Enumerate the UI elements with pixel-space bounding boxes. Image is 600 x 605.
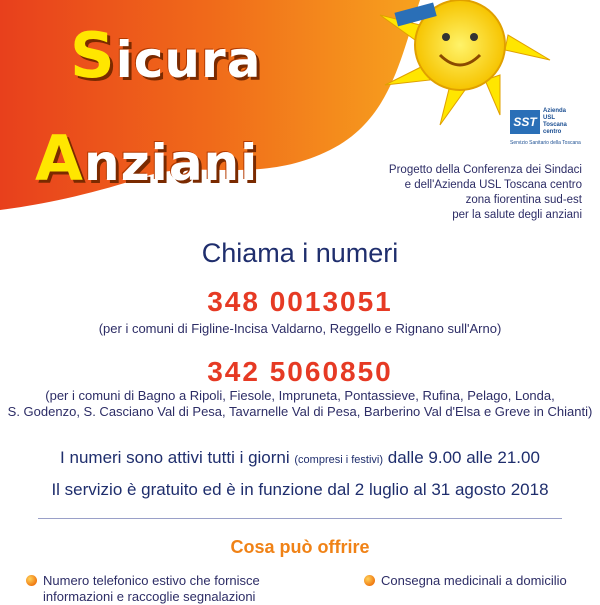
project-line: per la salute degli anziani [452,209,582,221]
call-heading: Chiama i numeri [201,238,399,268]
logo-line: centro [543,129,562,135]
offer-item [26,573,286,605]
phone-2-note-line: S. Godenzo, S. Casciano Val di Pesa, Tavarnelle Val di Pesa, Barberino Val d'Elsa e Greve in Chianti) [7,404,593,419]
logo-line: Azienda [543,108,567,114]
phone-1-note: (per i comuni di Figline-Incisa Valdarno, Reggello e Rignano sull'Arno) [98,321,502,336]
title-line-1: Sicura [70,19,262,92]
holidays-note: (compresi i festivi) [294,454,384,466]
usl-logo [510,104,580,140]
project-line: e dell'Azienda USL Toscana centro [404,179,582,191]
project-line: Progetto della Conferenza dei Sindaci [388,164,582,176]
bullet-icon [26,575,37,586]
hours-text: I numeri sono attivi tutti i giorni [60,448,290,467]
offer-item-text: Numero telefonico estivo che fornisce informazioni e raccoglie segnalazioni [43,573,260,604]
section-divider [38,518,562,519]
sst-logo-mark: SST [510,110,540,134]
logo-line: USL [543,115,555,121]
bullet-icon [364,575,375,586]
offer-heading: Cosa può offrire [230,537,370,557]
service-period-info: Il servizio è gratuito ed è in funzione dal 2 luglio al 31 agosto 2018 [51,480,549,499]
hours-info [0,448,600,468]
phone-number-2[interactable]: 342 5060850 [207,356,393,387]
title-line-2: Anziani [35,122,259,195]
phone-2-note-line: (per i comuni di Bagno a Ripoli, Fiesole, Impruneta, Pontassieve, Rufina, Pelago, Londa, [45,388,555,403]
project-description [322,163,582,223]
phone-number-1[interactable]: 348 0013051 [207,286,393,317]
phone-2-note [0,388,600,420]
project-line: zona fiorentina sud-est [465,194,582,206]
logo-line: Toscana [543,122,567,128]
hours-range: dalle 9.00 alle 21.00 [387,448,540,467]
logo-subtitle: Servizio Sanitario della Toscana [510,140,581,146]
offer-item [364,573,594,589]
offer-item-text: Consegna medicinali a domicilio [381,573,567,588]
